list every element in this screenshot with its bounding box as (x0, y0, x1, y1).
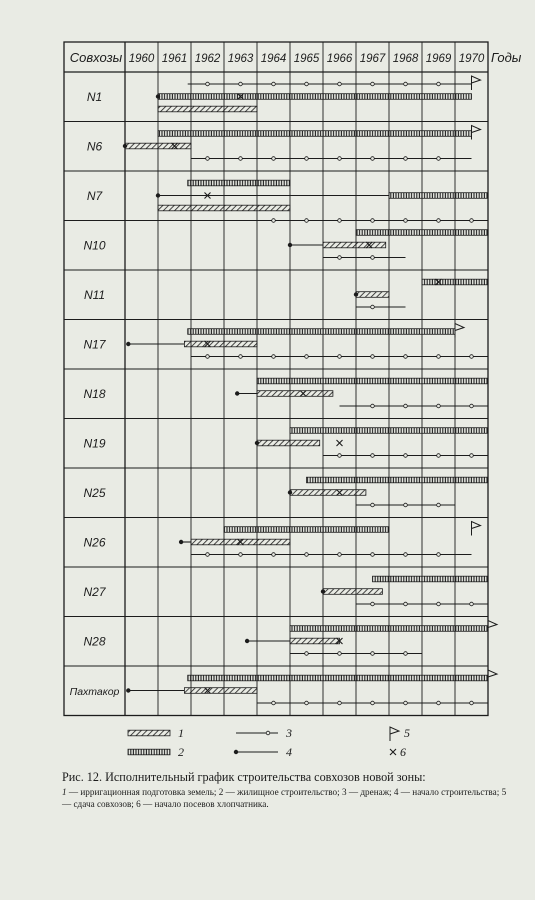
drainage-marker (272, 157, 276, 161)
farm-schedule (126, 670, 497, 705)
drainage-marker (470, 701, 474, 705)
year-label: 1960 (128, 53, 155, 65)
farm-label: N11 (83, 287, 106, 302)
year-label: 1967 (359, 53, 386, 65)
drainage-marker (371, 157, 375, 161)
housing-bar (188, 180, 290, 186)
start-dot (354, 292, 358, 296)
farm-label: N25 (83, 485, 106, 500)
drainage-marker (404, 503, 408, 507)
housing-bar (257, 378, 488, 384)
drainage-marker (305, 219, 309, 223)
year-label: 1969 (425, 53, 452, 65)
drainage-marker (371, 355, 375, 359)
drainage-marker (470, 454, 474, 458)
farm-label: Пахтакор (69, 685, 120, 698)
sowing-cross (390, 749, 396, 755)
start-dot (126, 342, 130, 346)
drainage-marker (272, 355, 276, 359)
drainage-marker (470, 404, 474, 408)
caption-body (62, 787, 512, 810)
legend-label: 6 (400, 745, 406, 759)
start-dot (255, 441, 259, 445)
drainage-marker (305, 652, 309, 656)
legend (128, 726, 410, 759)
farm-label: N7 (86, 188, 103, 203)
start-dot (126, 688, 130, 692)
farm-label: N26 (83, 535, 106, 550)
start-dot (288, 243, 292, 247)
drainage-marker (371, 503, 375, 507)
legend-label: 3 (286, 726, 292, 740)
schedule-bars (123, 76, 497, 705)
drainage-marker (437, 82, 441, 86)
drainage-marker (305, 701, 309, 705)
drainage-marker (371, 602, 375, 606)
legend-drainage-marker (266, 731, 270, 735)
housing-bar (188, 329, 455, 335)
legend-item (236, 726, 292, 740)
irrigation-bar (125, 143, 191, 149)
drainage-marker (305, 82, 309, 86)
farm-label: N19 (83, 436, 106, 451)
drainage-marker (404, 355, 408, 359)
irrigation-bar (184, 341, 257, 347)
start-dot (288, 490, 292, 494)
start-dot (123, 144, 127, 148)
handover-flag (455, 324, 464, 338)
handover-flag (488, 670, 497, 684)
drainage-marker (437, 602, 441, 606)
drainage-marker (305, 355, 309, 359)
farms-header: Совхозы (69, 50, 123, 65)
farm-schedule (123, 126, 481, 161)
drainage-marker (206, 157, 210, 161)
drainage-marker (338, 219, 342, 223)
drainage-marker (338, 701, 342, 705)
start-dot (235, 391, 239, 395)
farm-schedule (126, 324, 488, 359)
drainage-marker (437, 701, 441, 705)
drainage-marker (437, 219, 441, 223)
housing-bar (290, 626, 488, 632)
legend-item (390, 745, 406, 759)
drainage-marker (404, 82, 408, 86)
housing-bar (128, 749, 170, 755)
farm-labels (70, 90, 120, 698)
farm-schedule (245, 621, 497, 656)
legend-item (390, 726, 410, 741)
handover-flag (472, 126, 481, 140)
farm-label: N17 (83, 337, 106, 352)
drainage-marker (404, 454, 408, 458)
handover-flag (472, 76, 481, 90)
year-label: 1963 (227, 53, 254, 65)
drainage-marker (239, 82, 243, 86)
legend-item (128, 726, 184, 740)
legend-label: 4 (286, 745, 292, 759)
drainage-marker (404, 219, 408, 223)
farm-label: N6 (86, 139, 103, 154)
drainage-marker (371, 553, 375, 557)
legend-item (128, 745, 184, 759)
drainage-marker (404, 602, 408, 606)
drainage-marker (272, 82, 276, 86)
drainage-marker (272, 701, 276, 705)
irrigation-bar (323, 242, 386, 248)
drainage-marker (239, 553, 243, 557)
year-label: 1970 (458, 53, 485, 65)
drainage-marker (371, 701, 375, 705)
irrigation-bar (257, 440, 320, 446)
start-dot (179, 540, 183, 544)
handover-flag (390, 727, 399, 741)
drainage-marker (470, 219, 474, 223)
irrigation-bar (323, 589, 382, 595)
drainage-marker (338, 355, 342, 359)
drainage-marker (404, 652, 408, 656)
irrigation-bar (184, 688, 257, 694)
start-dot (156, 94, 160, 98)
year-label: 1961 (161, 53, 188, 65)
farm-label: N28 (83, 634, 106, 649)
year-label: 1964 (260, 53, 287, 65)
start-dot (156, 193, 160, 197)
year-label: 1968 (392, 53, 419, 65)
drainage-marker (338, 256, 342, 260)
start-dot (245, 639, 249, 643)
drainage-marker (371, 404, 375, 408)
legend-label: 1 (178, 726, 184, 740)
farm-label: N18 (83, 386, 106, 401)
start-dot (321, 589, 325, 593)
drainage-marker (371, 219, 375, 223)
drainage-marker (338, 454, 342, 458)
drainage-marker (305, 553, 309, 557)
legend-item (234, 745, 292, 759)
drainage-marker (470, 355, 474, 359)
irrigation-bar (158, 205, 290, 211)
housing-bar (307, 477, 489, 483)
years-header: Годы (491, 50, 522, 65)
drainage-marker (239, 157, 243, 161)
drainage-marker (371, 454, 375, 458)
drainage-marker (437, 157, 441, 161)
drainage-marker (437, 355, 441, 359)
year-label: 1962 (194, 53, 221, 65)
drainage-marker (404, 701, 408, 705)
farm-schedule (288, 230, 488, 260)
farm-schedule (156, 180, 488, 222)
sowing-cross (337, 440, 343, 446)
year-label: 1965 (293, 53, 320, 65)
caption-text: — ирригационная подготовка земель; 2 — жилищное строительство; 3 — дренаж; 4 — начало строительства; 5 — сдача совхозов; 6 — начало посевов хлопчатника. (62, 787, 507, 809)
farm-schedule (156, 76, 481, 112)
handover-flag (488, 621, 497, 635)
irrigation-bar (128, 730, 170, 736)
drainage-marker (206, 355, 210, 359)
legend-label: 5 (404, 726, 410, 740)
figure-caption (62, 770, 512, 810)
housing-bar (158, 94, 472, 100)
farm-label: N1 (86, 89, 103, 104)
drainage-marker (206, 553, 210, 557)
drainage-marker (272, 219, 276, 223)
irrigation-bar (356, 292, 389, 298)
farm-label: N27 (83, 584, 106, 599)
housing-bar (188, 675, 488, 681)
farm-schedule (235, 378, 488, 408)
legend-label: 2 (178, 745, 184, 759)
drainage-marker (239, 355, 243, 359)
drainage-marker (404, 404, 408, 408)
drainage-marker (437, 404, 441, 408)
housing-bar (224, 527, 389, 533)
caption-lead: 1 (62, 787, 67, 797)
farm-schedule (321, 576, 488, 606)
housing-bar (422, 279, 488, 285)
handover-flag (472, 522, 481, 536)
drainage-marker (338, 157, 342, 161)
irrigation-bar (158, 106, 257, 112)
drainage-marker (437, 503, 441, 507)
drainage-marker (371, 82, 375, 86)
caption-title: Рис. 12. Исполнительный график строительства совхозов новой зоны: (62, 770, 426, 784)
irrigation-bar (290, 490, 366, 496)
year-labels (129, 53, 485, 65)
drainage-marker (338, 82, 342, 86)
drainage-marker (305, 157, 309, 161)
housing-bar (373, 576, 489, 582)
drainage-marker (404, 553, 408, 557)
drainage-marker (404, 157, 408, 161)
housing-bar (158, 131, 472, 137)
start-dot (234, 750, 238, 754)
drainage-marker (437, 553, 441, 557)
drainage-marker (272, 553, 276, 557)
drainage-marker (338, 652, 342, 656)
drainage-marker (371, 652, 375, 656)
drainage-marker (206, 82, 210, 86)
farm-schedule (354, 279, 488, 309)
drainage-marker (470, 602, 474, 606)
drainage-marker (371, 256, 375, 260)
drainage-marker (437, 454, 441, 458)
housing-bar (290, 428, 488, 434)
irrigation-bar (257, 391, 333, 397)
housing-bar (389, 193, 488, 199)
year-label: 1966 (326, 53, 353, 65)
drainage-marker (371, 305, 375, 309)
farm-label: N10 (83, 238, 106, 253)
drainage-marker (338, 553, 342, 557)
irrigation-bar (290, 638, 340, 644)
housing-bar (356, 230, 488, 236)
farm-schedule (288, 477, 488, 507)
